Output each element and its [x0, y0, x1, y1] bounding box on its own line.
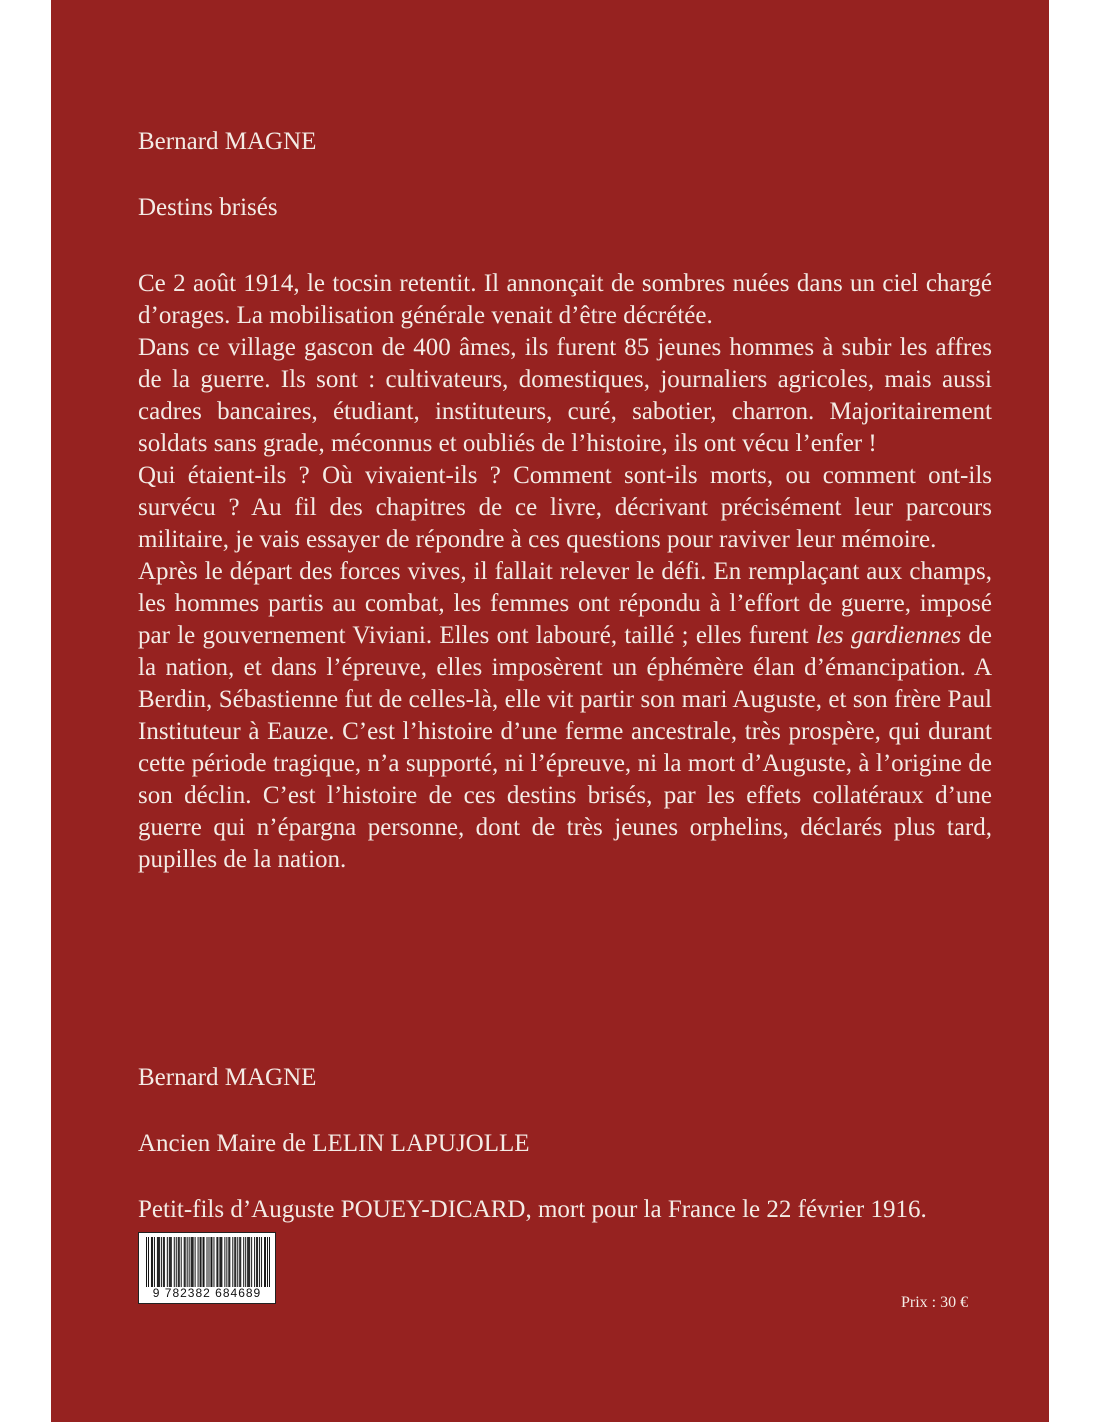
- barcode-bar: [237, 1237, 238, 1287]
- barcode-bar: [181, 1237, 182, 1287]
- barcode-bar: [192, 1237, 193, 1287]
- barcode-bar: [220, 1237, 221, 1287]
- barcode-bar: [171, 1237, 172, 1287]
- barcode-bar: [210, 1237, 211, 1287]
- back-cover: [51, 0, 1049, 1422]
- blurb-p4-italic: les gardiennes: [815, 622, 962, 649]
- barcode-bar: [200, 1237, 201, 1287]
- barcode-bar: [221, 1237, 222, 1287]
- barcode-bar: [259, 1237, 260, 1287]
- barcode-bar: [185, 1237, 186, 1287]
- barcode-bar: [248, 1237, 249, 1287]
- barcode-bar: [224, 1237, 225, 1287]
- barcode-bar: [257, 1237, 258, 1287]
- blurb: [138, 268, 992, 876]
- book-title: Destins brisés: [138, 194, 278, 221]
- barcode-bar: [201, 1237, 202, 1287]
- barcode-bar: [245, 1237, 246, 1287]
- barcode-bar: [217, 1237, 218, 1287]
- signature-role: Ancien Maire de LELIN LAPUJOLLE: [138, 1130, 530, 1157]
- barcode-bar: [254, 1237, 255, 1287]
- barcode-bar: [243, 1237, 244, 1287]
- barcode-bar: [269, 1237, 270, 1287]
- barcode-bar: [151, 1237, 152, 1287]
- barcode-bar: [240, 1237, 241, 1287]
- barcode-bar: [264, 1237, 265, 1287]
- isbn-number: 9 782382 684689: [152, 1286, 262, 1300]
- barcode-bar: [187, 1237, 188, 1287]
- barcode-bar: [235, 1237, 236, 1287]
- barcode-bars: [146, 1237, 270, 1287]
- barcode-bar: [176, 1237, 177, 1287]
- barcode-bar: [226, 1237, 227, 1287]
- signature-note: Petit-fils d’Auguste POUEY-DICARD, mort pour la France le 22 février 1916.: [138, 1196, 927, 1223]
- barcode-bar: [148, 1237, 149, 1287]
- barcode-bar: [163, 1237, 164, 1287]
- barcode-bar: [198, 1237, 199, 1287]
- barcode-bar: [256, 1237, 257, 1287]
- barcode-bar: [159, 1237, 160, 1287]
- barcode-bar: [204, 1237, 205, 1287]
- barcode-bar: [229, 1237, 230, 1287]
- barcode-bar: [216, 1237, 217, 1287]
- barcode-bar: [179, 1237, 180, 1287]
- isbn-barcode: [138, 1232, 276, 1304]
- barcode-bar: [219, 1237, 220, 1287]
- barcode-bar: [265, 1237, 266, 1287]
- barcode-bar: [195, 1237, 196, 1287]
- barcode-bar: [152, 1237, 153, 1287]
- barcode-bar: [184, 1237, 185, 1287]
- barcode-bar: [161, 1237, 162, 1287]
- blurb-paragraph-4: [138, 556, 992, 876]
- barcode-bar: [189, 1237, 190, 1287]
- barcode-bar: [169, 1237, 170, 1287]
- barcode-bar: [167, 1237, 168, 1287]
- blurb-paragraph-2: Dans ce village gascon de 400 âmes, ils furent 85 jeunes hommes à subir les affres de la guerre. Ils sont : cultivateurs, domestiques, journaliers agricoles, mais aussi cadres bancaires, étudiant, instituteurs, curé, sabotier, charron. Majoritairement soldats sans grade, méconnus et oubliés de l’histoire, ils ont vécu l’enfer !: [138, 334, 992, 457]
- signature-name: Bernard MAGNE: [138, 1064, 317, 1091]
- barcode-bar: [178, 1237, 179, 1287]
- price-label: Prix : 30 €: [901, 1294, 969, 1311]
- barcode-bar: [247, 1237, 248, 1287]
- barcode-bar: [249, 1237, 250, 1287]
- barcode-bar: [191, 1237, 192, 1287]
- barcode-bar: [232, 1237, 233, 1287]
- barcode-bar: [261, 1237, 262, 1287]
- barcode-bar: [170, 1237, 171, 1287]
- barcode-bar: [234, 1237, 235, 1287]
- barcode-bar: [239, 1237, 240, 1287]
- barcode-bar: [228, 1237, 229, 1287]
- barcode-bar: [267, 1237, 268, 1287]
- blurb-paragraph-1: Ce 2 août 1914, le tocsin retentit. Il annonçait de sombres nuées dans un ciel chargé d’orages. La mobilisation générale venait d’être décrétée.: [138, 270, 992, 329]
- barcode-bar: [203, 1237, 204, 1287]
- barcode-bar: [154, 1237, 155, 1287]
- barcode-bar: [174, 1237, 175, 1287]
- barcode-bar: [158, 1237, 159, 1287]
- barcode-bar: [213, 1237, 214, 1287]
- barcode-bar: [164, 1237, 165, 1287]
- blurb-p4-start: Après le départ des forces vives, il fallait relever le défi. En remplaçant aux champs, les hommes partis au combat, les femmes ont répondu à l’effort de guerre, imposé par le gouvernement Viviani. Elles ont labouré, taillé ; elles furent: [138, 558, 992, 649]
- barcode-bar: [146, 1237, 147, 1287]
- author-name: Bernard MAGNE: [138, 128, 317, 155]
- barcode-bar: [157, 1237, 158, 1287]
- barcode-bar: [193, 1237, 194, 1287]
- blurb-p4-end: de la nation, et dans l’épreuve, elles imposèrent un éphémère élan d’émancipation. A Berdin, Sébastienne fut de celles-là, elle vit partir son mari Auguste, et son frère Paul Instituteur à Eauze. C’est l’histoire d’une ferme ancestrale, très prospère, qui durant cette période tragique, n’a supporté, ni l’épreuve, ni la mort d’Auguste, à l’origine de son déclin. C’est l’histoire de ces destins brisés, par les effets collatéraux d’une guerre qui n’épargna personne, dont de très jeunes orphelins, déclarés plus tard, pupilles de la nation.: [138, 622, 992, 873]
- barcode-bar: [207, 1237, 208, 1287]
- blurb-paragraph-3: Qui étaient-ils ? Où vivaient-ils ? Comment sont-ils morts, ou comment ont-ils survécu ? Au fil des chapitres de ce livre, décrivant précisément leur parcours militaire, je vais essayer de répondre à ces questions pour raviver leur mémoire.: [138, 462, 992, 553]
- barcode-bar: [251, 1237, 252, 1287]
- barcode-bar: [208, 1237, 209, 1287]
- barcode-bar: [211, 1237, 212, 1287]
